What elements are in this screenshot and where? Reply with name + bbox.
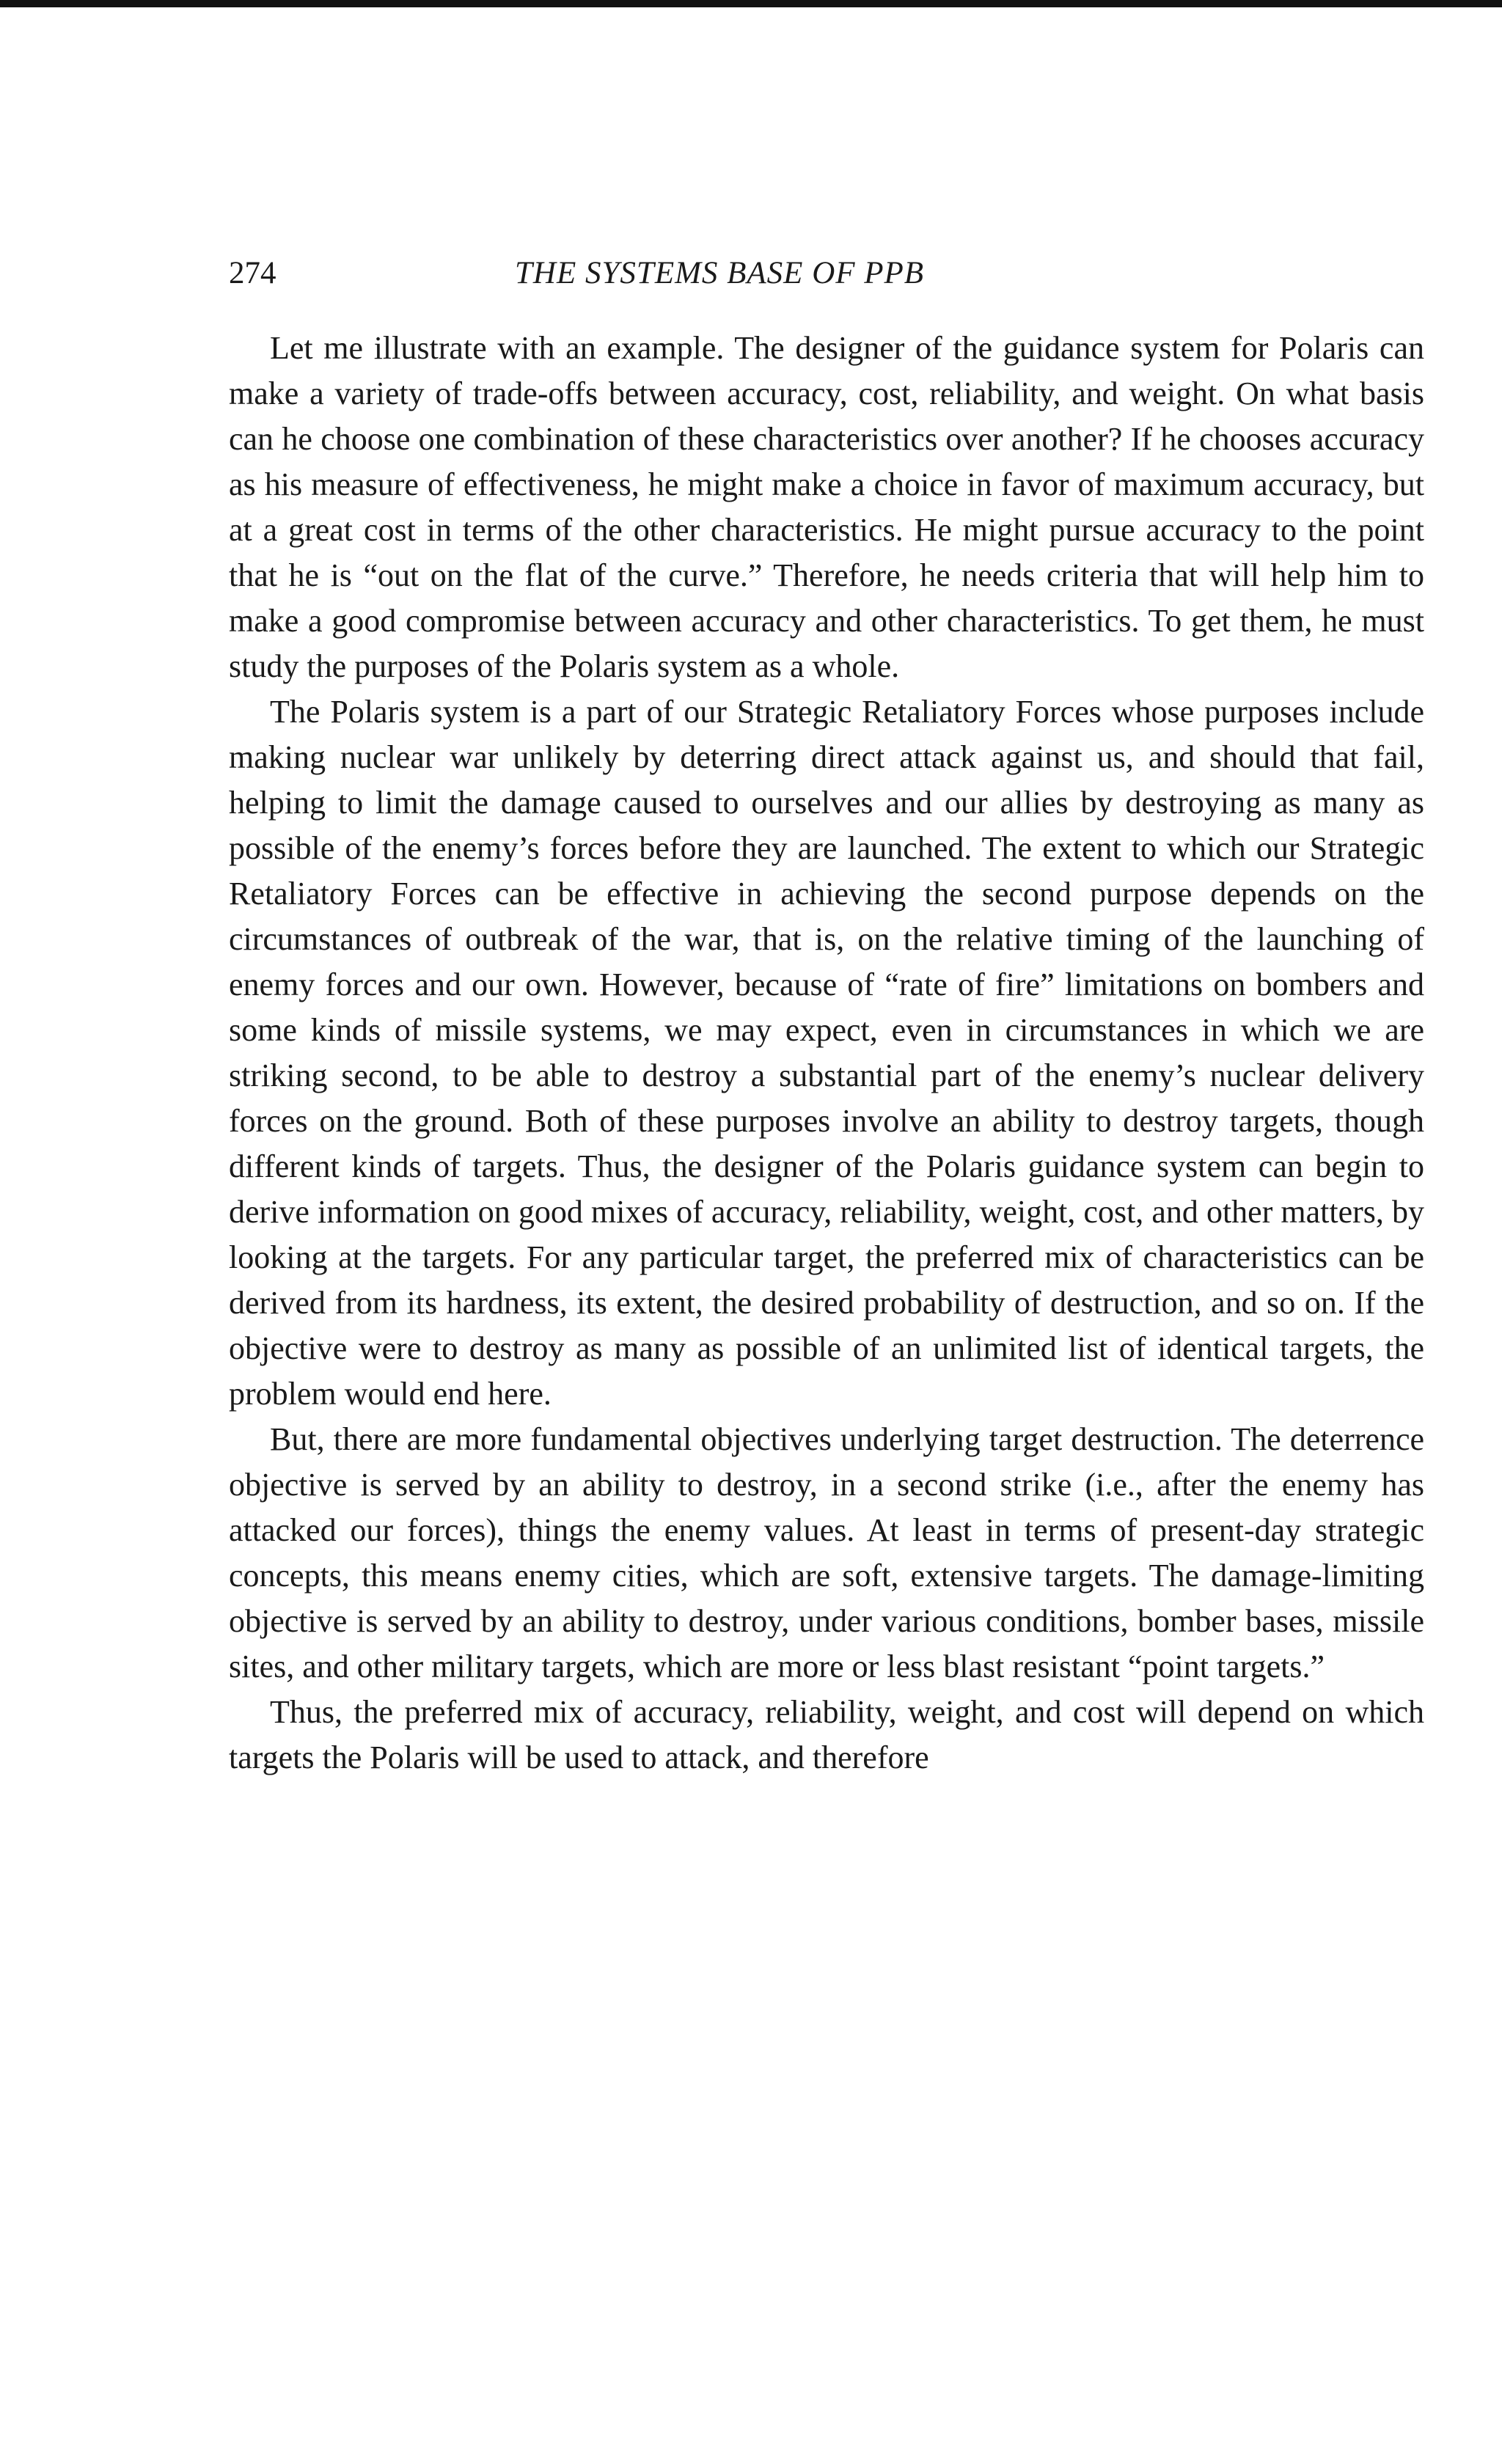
scan-top-edge (0, 0, 1502, 7)
paragraph-strategic-forces: The Polaris system is a part of our Strategic Retaliatory Forces whose purposes include making nuclear war unlikely by deterring direct attack against us, and should that fail, helping to limit the damage caused to ourselves and our allies by destroying as many as possible of the enemy’s forces before they are launched. The extent to which our Strategic Retaliatory Forces can be effective in achieving the second purpose depends on the circumstances of outbreak of the war, that is, on the relative timing of the launching of enemy forces and our own. However, because of “rate of fire” limitations on bombers and some kinds of missile systems, we may expect, even in circumstances in which we are striking second, to be able to destroy a substantial part of the enemy’s nuclear delivery forces on the ground. Both of these purposes involve an ability to destroy targets, though different kinds of targets. Thus, the designer of the Polaris guidance system can begin to derive information on good mixes of accuracy, reliability, weight, cost, and other matters, by looking at the targets. For any particular target, the preferred mix of characteristics can be derived from its hardness, its extent, the desired probability of destruction, and so on. If the objective were to destroy as many as possible of an unlimited list of identical targets, the problem would end here. (229, 694, 1424, 1412)
paragraph-preferred-mix: Thus, the preferred mix of accuracy, reliability, weight, and cost will depend on which targets the Polaris will be used to attack, and therefore (229, 1694, 1424, 1775)
paragraph-fundamental-objectives: But, there are more fundamental objectives underlying target destruction. The deterrence objective is served by an ability to destroy, in a second strike (i.e., after the enemy has attacked our forces), things the enemy values. At least in terms of present-day strategic concepts, this means enemy cities, which are soft, extensive targets. The damage-limiting objective is served by an ability to destroy, under various conditions, bomber bases, missile sites, and other military targets, which are more or less blast resistant “point targets.” (229, 1421, 1424, 1684)
page-number: 274 (229, 256, 276, 290)
running-title: THE SYSTEMS BASE OF PPB (515, 256, 925, 290)
paragraph-polaris-example: Let me illustrate with an example. The designer of the guidance system for Polaris can make a variety of trade-offs between accuracy, cost, reliability, and weight. On what basis can he choose one combination of these characteristics over another? If he chooses accuracy as his measure of effectiveness, he might make a choice in favor of maximum accuracy, but at a great cost in terms of the other characteristics. He might pursue accuracy to the point that he is “out on the flat of the curve.” Therefore, he needs criteria that will help him to make a good compromise between accuracy and other characteristics. To get them, he must study the purposes of the Polaris system as a whole. (229, 330, 1424, 684)
book-page (229, 248, 1424, 1781)
body-text (229, 326, 1424, 1781)
running-head (229, 248, 1424, 299)
